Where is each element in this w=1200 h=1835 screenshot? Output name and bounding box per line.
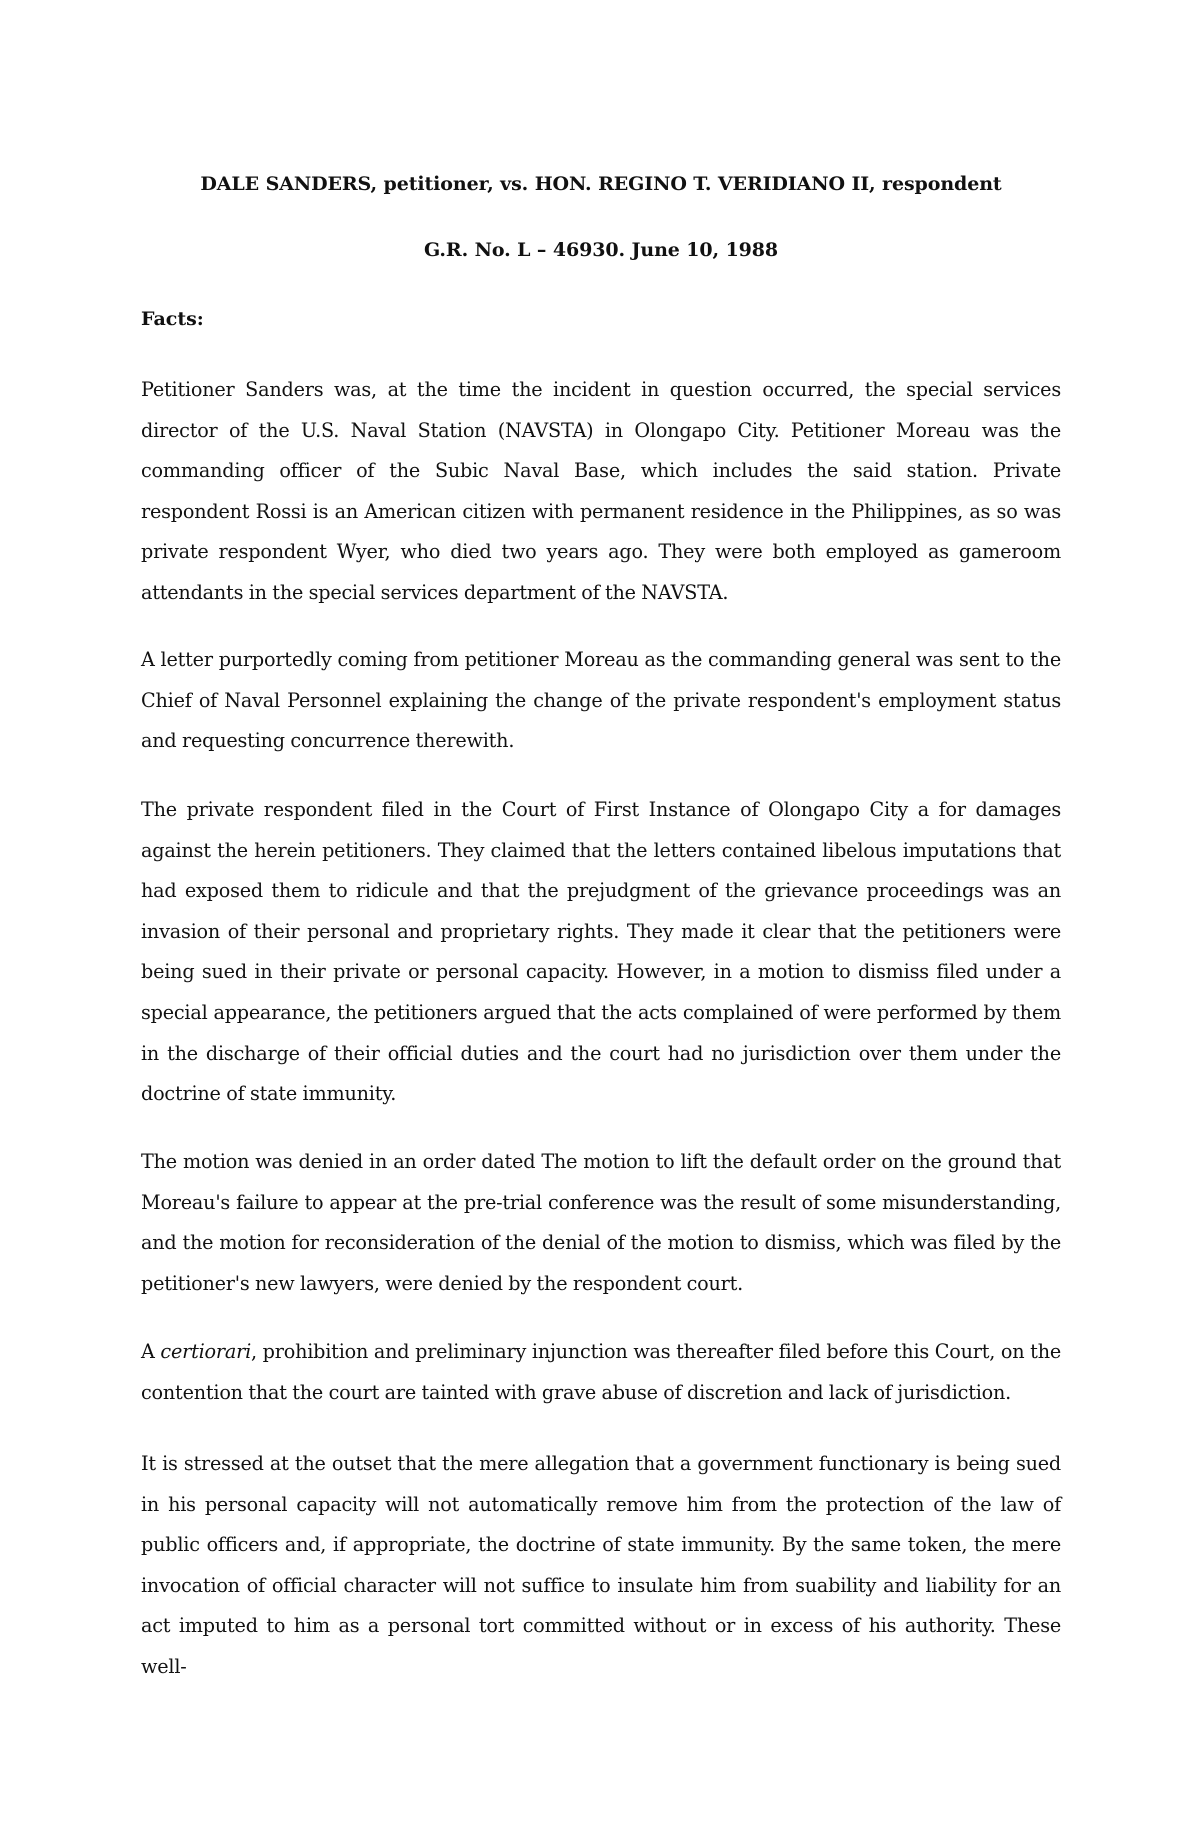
case-number: G.R. No. L – 46930. June 10, 1988 (423, 239, 779, 261)
certiorari-emphasis: certiorari (160, 1340, 252, 1363)
paragraph-letter: A letter purportedly coming from petitioner Moreau as the commanding general was sent to the Chief of Naval Personnel explaining the change of the private respondent's employment status and requesting concurrence therewith. (141, 648, 1061, 753)
paragraph-suability: It is stressed at the outset that the mere allegation that a government functionary is being sued in his personal capacity will not automatically remove him from the protection of the law of public officers and, if appropriate, the doctrine of state immunity. By the same token, the mere invocation of official character will not suffice to insulate him from suability and liability for an act imputed to him as a personal tort committed without or in excess of his authority. These well- (141, 1452, 1061, 1678)
certiorari-rest: , prohibition and preliminary injunction was thereafter filed before this Court, on the contention that the court are tainted with grave abuse of discretion and lack of jurisdiction. (141, 1340, 1062, 1404)
paragraph-motion-denied: The motion was denied in an order dated The motion to lift the default order on the ground that Moreau's failure to appear at the pre-trial conference was the result of some misunderstanding, and the motion for reconsideration of the denial of the motion to dismiss, which was filed by the petitioner's new lawyers, were denied by the respondent court. (141, 1150, 1061, 1295)
paragraph-certiorari (141, 1332, 1061, 1413)
case-title: DALE SANDERS, petitioner, vs. HON. REGINO T. VERIDIANO II, respondent (200, 173, 1002, 195)
paragraph-complaint: The private respondent filed in the Court of First Instance of Olongapo City a for damages against the herein petitioners. They claimed that the letters contained libelous imputations that had exposed them to ridicule and that the prejudgment of the grievance proceedings was an invasion of their personal and proprietary rights. They made it clear that the petitioners were being sued in their private or personal capacity. However, in a motion to dismiss filed under a special appearance, the petitioners argued that the acts complained of were performed by them in the discharge of their official duties and the court had no jurisdiction over them under the doctrine of state immunity. (141, 798, 1061, 1106)
certiorari-lead: A (141, 1340, 161, 1363)
paragraph-facts-parties: Petitioner Sanders was, at the time the incident in question occurred, the special services director of the U.S. Naval Station (NAVSTA) in Olongapo City. Petitioner Moreau was the commanding officer of the Subic Naval Base, which includes the said station. Private respondent Rossi is an American citizen with permanent residence in the Philippines, as so was private respondent Wyer, who died two years ago. They were both employed as gameroom attendants in the special services department of the NAVSTA. (141, 378, 1061, 604)
facts-heading: Facts: (141, 308, 204, 330)
